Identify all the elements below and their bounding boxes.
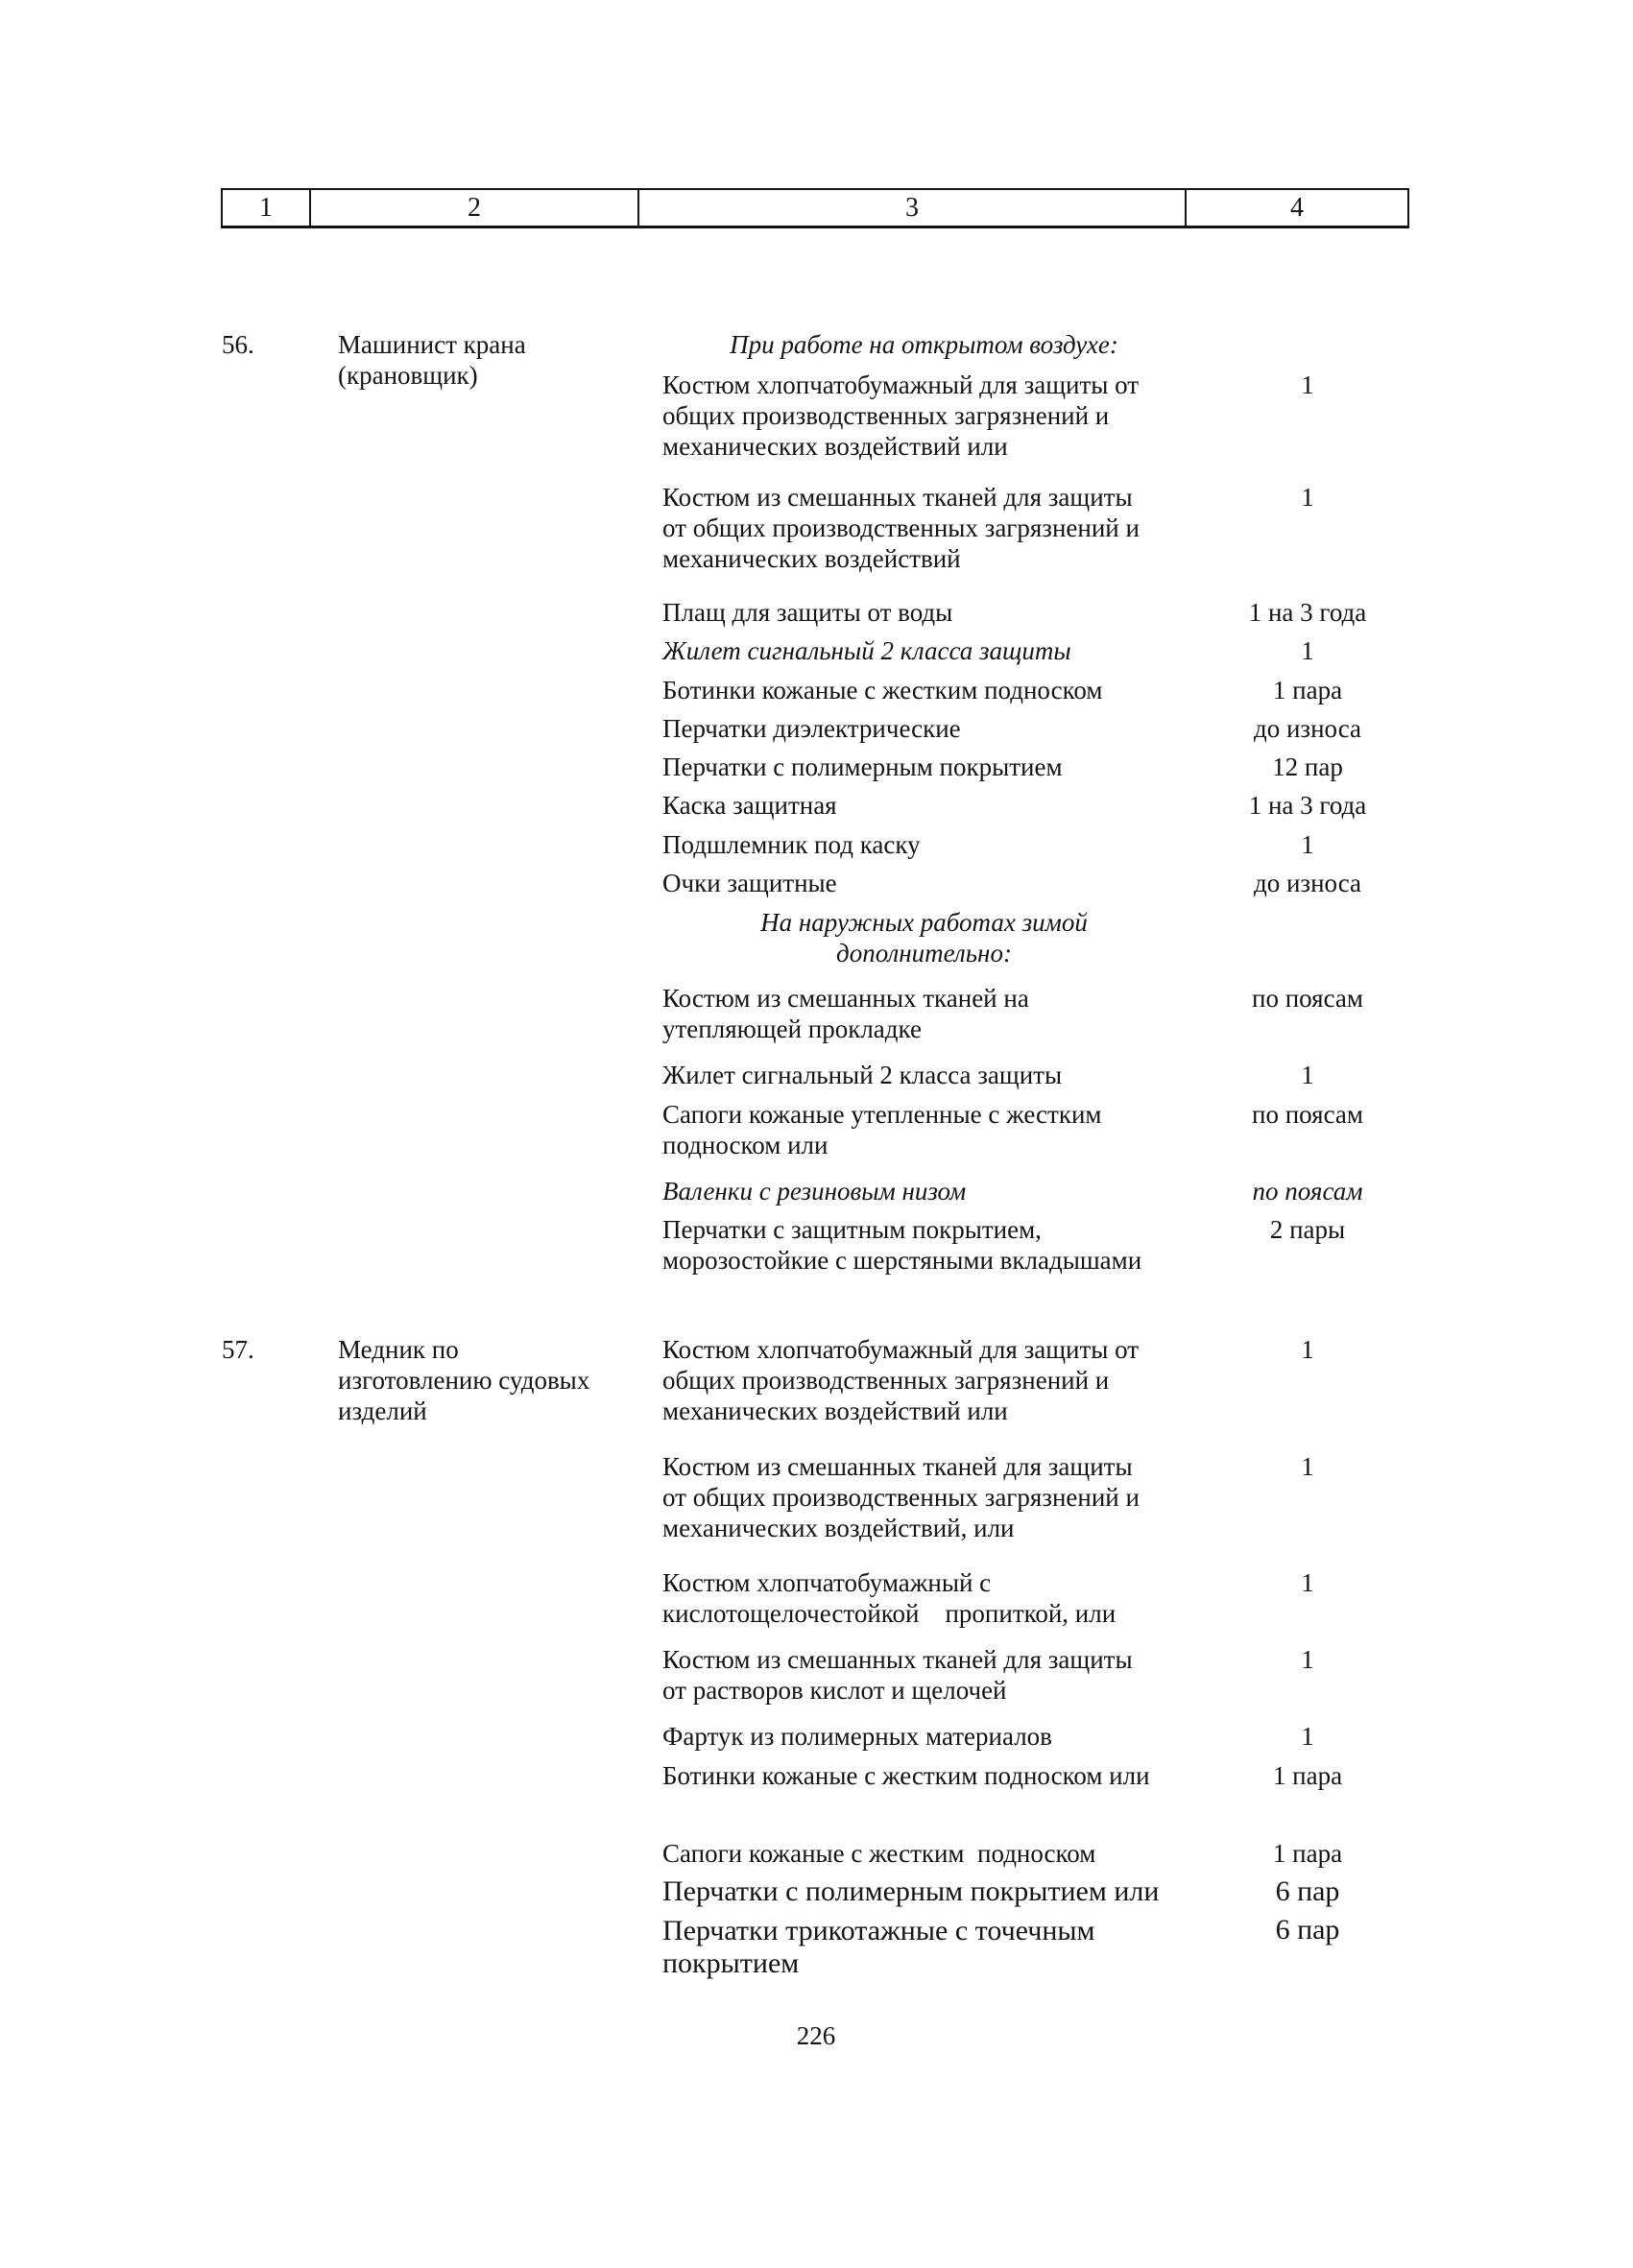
item-name: Перчатки диэлектрические	[662, 714, 961, 743]
item-quantity: 1 пара	[1272, 676, 1343, 704]
item-name: Костюм хлопчатобумажный для защиты от общих производственных загрязнений и механических воздействий или	[662, 370, 1140, 461]
entry-number: 57.	[222, 1335, 254, 1364]
column-header-3: 3	[639, 190, 1187, 226]
item-name: Жилет сигнальный 2 класса защиты	[662, 636, 1071, 665]
item-name: Фартук из полимерных материалов	[662, 1722, 1052, 1751]
item-name: Перчатки с защитным покрытием, морозостойкие с шерстяными вкладышами	[662, 1215, 1142, 1275]
item-quantity: 1 на 3 года	[1248, 791, 1367, 820]
item-quantity: 1	[1301, 1645, 1314, 1674]
profession-name: Машинист крана (крановщик)	[338, 330, 526, 390]
item-quantity: 1 пара	[1272, 1761, 1343, 1790]
item-name: Плащ для защиты от воды	[662, 598, 953, 627]
item-quantity: 12 пар	[1272, 752, 1343, 781]
item-quantity: 6 пар	[1275, 1914, 1340, 1946]
condition-heading: На наружных работах зимой дополнительно:	[760, 908, 1088, 967]
item-name: Ботинки кожаные с жестким подноском или	[662, 1761, 1150, 1790]
item-name: Очки защитные	[662, 869, 837, 897]
item-name: Костюм хлопчатобумажный для защиты от общих производственных загрязнений и механических воздействий или	[662, 1335, 1140, 1425]
item-quantity: 1	[1301, 1452, 1314, 1481]
item-quantity: по поясам	[1252, 984, 1363, 1013]
page-number: 226	[796, 2021, 836, 2050]
item-name: Подшлемник под каску	[662, 830, 921, 859]
item-name: Костюм из смешанных тканей на утепляющей прокладке	[662, 984, 1029, 1043]
column-header-row	[221, 188, 1409, 228]
item-quantity: до износа	[1253, 869, 1362, 897]
item-quantity: 1	[1301, 370, 1314, 399]
item-name: Костюм хлопчатобумажный с кислотощелочестойкой пропиткой, или	[662, 1568, 1117, 1628]
item-quantity: до износа	[1253, 714, 1362, 743]
item-quantity: 1	[1301, 1722, 1314, 1751]
item-name: Перчатки трикотажные с точечным покрытием	[662, 1915, 1095, 1979]
item-quantity: 6 пар	[1275, 1875, 1340, 1907]
item-quantity: 1 пара	[1272, 1839, 1343, 1868]
item-name: Сапоги кожаные утепленные с жестким подноском или	[662, 1100, 1102, 1159]
item-quantity: 2 пары	[1269, 1215, 1346, 1244]
item-quantity: 1	[1301, 830, 1314, 859]
condition-heading: При работе на открытом воздухе:	[730, 330, 1118, 359]
item-quantity: 1 на 3 года	[1248, 598, 1367, 627]
profession-name: Медник по изготовлению судовых изделий	[338, 1335, 590, 1425]
item-quantity: 1	[1301, 1335, 1314, 1364]
item-name: Костюм из смешанных тканей для защиты от общих производственных загрязнений и механических воздействий	[662, 483, 1140, 573]
item-quantity: по поясам	[1252, 1177, 1363, 1206]
item-name: Костюм из смешанных тканей для защиты от растворов кислот и щелочей	[662, 1645, 1133, 1705]
item-quantity: 1	[1301, 1568, 1314, 1597]
item-name: Жилет сигнальный 2 класса защиты	[662, 1061, 1063, 1089]
item-name: Ботинки кожаные с жестким подноском	[662, 676, 1103, 704]
item-name: Валенки с резиновым низом	[662, 1177, 967, 1206]
item-name: Перчатки с полимерным покрытием	[662, 752, 1063, 781]
item-name: Костюм из смешанных тканей для защиты от общих производственных загрязнений и механических воздействий, или	[662, 1452, 1140, 1542]
item-name: Перчатки с полимерным покрытием или	[662, 1875, 1160, 1907]
item-quantity: 1	[1301, 483, 1314, 512]
item-quantity: 1	[1301, 1061, 1314, 1089]
column-header-1: 1	[223, 190, 311, 226]
entry-number: 56.	[222, 330, 254, 359]
item-name: Сапоги кожаные с жестким подноском	[662, 1839, 1096, 1868]
column-header-4: 4	[1290, 192, 1304, 223]
item-quantity: по поясам	[1252, 1100, 1363, 1129]
item-name: Каска защитная	[662, 791, 837, 820]
item-quantity: 1	[1301, 636, 1314, 665]
column-header-2: 2	[311, 190, 639, 226]
